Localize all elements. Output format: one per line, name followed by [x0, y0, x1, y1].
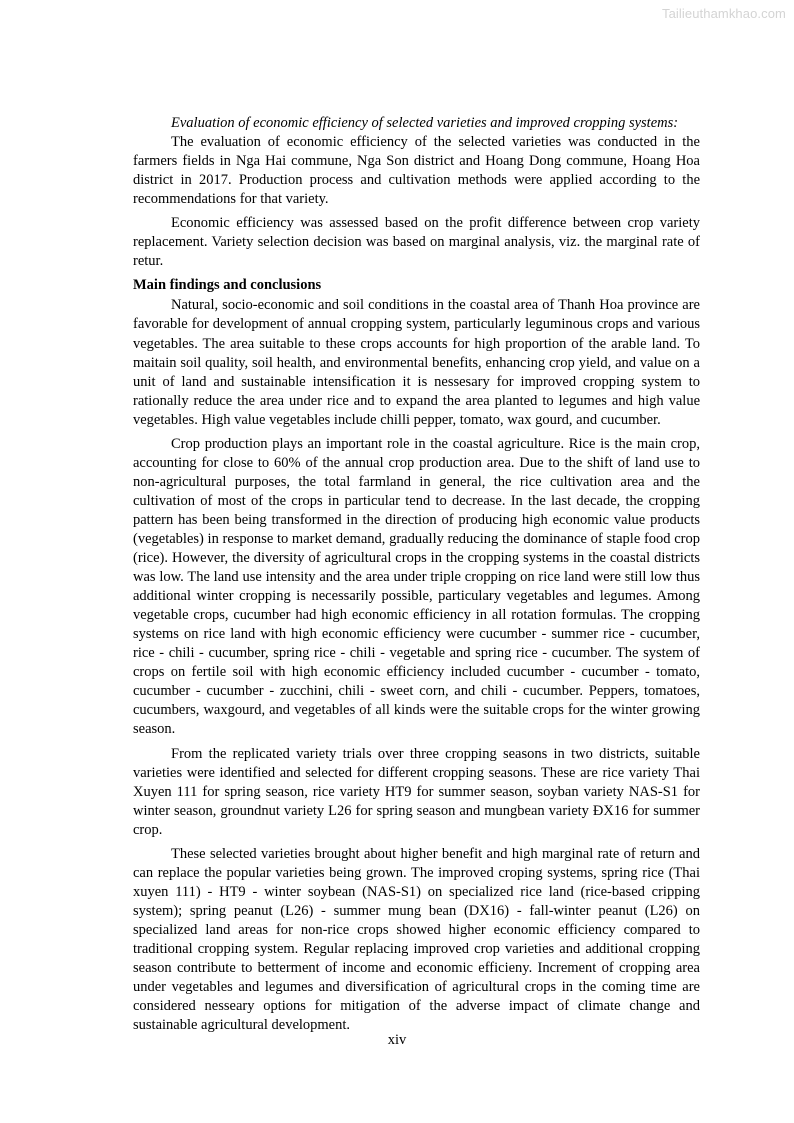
paragraph-evaluation-method: The evaluation of economic efficiency of the selected varieties was conducted in the farmers fields in Nga Hai commune, Nga Son district and Hoang Dong commune, Hoang Hoa district in 2017. Production process and cultivation methods were applied according to the recommendations for that variety. [133, 134, 700, 208]
page-number: xiv [387, 1032, 407, 1048]
paragraph-variety-trials: From the replicated variety trials over three cropping seasons in two districts, suitable varieties were identified and selected for different cropping seasons. These are rice variety Thai Xuyen 111 for spring season, rice variety HT9 for summer season, soyban variety NAS-S1 for winter season, groundnut variety L26 for spring season and mungbean variety ĐX16 for summer crop. [133, 745, 700, 838]
section-subtitle: Evaluation of economic efficiency of selected varieties and improved cropping systems: [171, 115, 679, 131]
paragraph-economic-efficiency: Economic efficiency was assessed based on the profit difference between crop variety replacement. Variety selection decision was based on marginal analysis, viz. the marginal rate of retur. [133, 215, 700, 270]
paragraph-selected-varieties: These selected varieties brought about higher benefit and high marginal rate of return and can replace the popular varieties being grown. The improved croping systems, spring rice (Thai xuyen 111) - HT9 - winter soybean (NAS-S1) on specialized rice land (rice-based cripping system); spring peanut (L26) - summer mung bean (DX16) - fall-winter peanut (L26) on specialized land areas for non-rice crops showed higher economic efficiency compared to traditional cropping system. Regular replacing improved crop varieties and additional cropping season contribute to betterment of income and economic efficieny. Increment of cropping area under vegetables and legumes and diversification of agricultural crops in the coming time are considered nesseary options for mitigation of the adverse impact of climate change and sustainable agricultural development. [133, 845, 700, 1034]
watermark-text: Tailieuthamkhao.com [661, 6, 786, 21]
paragraph-crop-production: Crop production plays an important role in the coastal agriculture. Rice is the main crop, accounting for close to 60% of the annual crop production area. Due to the shift of land use to non-agricultural purposes, the total farmland in general, the rice cultivation area and the cultivation of most of the crops in particular tend to decrease. In the last decade, the cropping pattern has been being transformed in the direction of producing high economic value products (vegetables) in response to market demand, gradually reducing the dominance of staple food crop (rice). However, the diversity of agricultural crops in the cropping systems in the coastal districts was low. The land use intensity and the area under triple cropping on rice land were still low thus additional winter cropping is necessarily possible, particulary vegetables and legumes. Among vegetable crops, cucumber had high economic efficiency in all rotation formulas. The cropping systems on rice land with high economic efficiency were cucumber - summer rice - cucumber, rice - chili - cucumber, spring rice - chili - vegetable and spring rice - cucumber. The system of crops on fertile soil with high economic efficiency included cucumber - cucumber - tomato, cucumber - cucumber - zucchini, chili - sweet corn, and chili - cucumber. Peppers, tomatoes, cucumbers, waxgourd, and vegetables of all kinds were the suitable crops for the winter growing season. [133, 435, 700, 738]
document-body [133, 114, 700, 1040]
paragraph-conditions: Natural, socio-economic and soil conditions in the coastal area of Thanh Hoa province are favorable for development of annual cropping system, particularly leguminous crops and various vegetables. The area suitable to these crops accounts for high proportion of the arable land. To maitain soil quality, soil health, and environmental benefits, enhancing crop yield, and value on a unit of land and sustainable intensification it is nessesary for improved cropping system to rationally reduce the area under rice and to expand the area planted to legumes and high value vegetables. High value vegetables include chilli pepper, tomato, wax gourd, and cucumber. [133, 297, 700, 428]
section-heading-findings: Main findings and conclusions [133, 277, 322, 294]
